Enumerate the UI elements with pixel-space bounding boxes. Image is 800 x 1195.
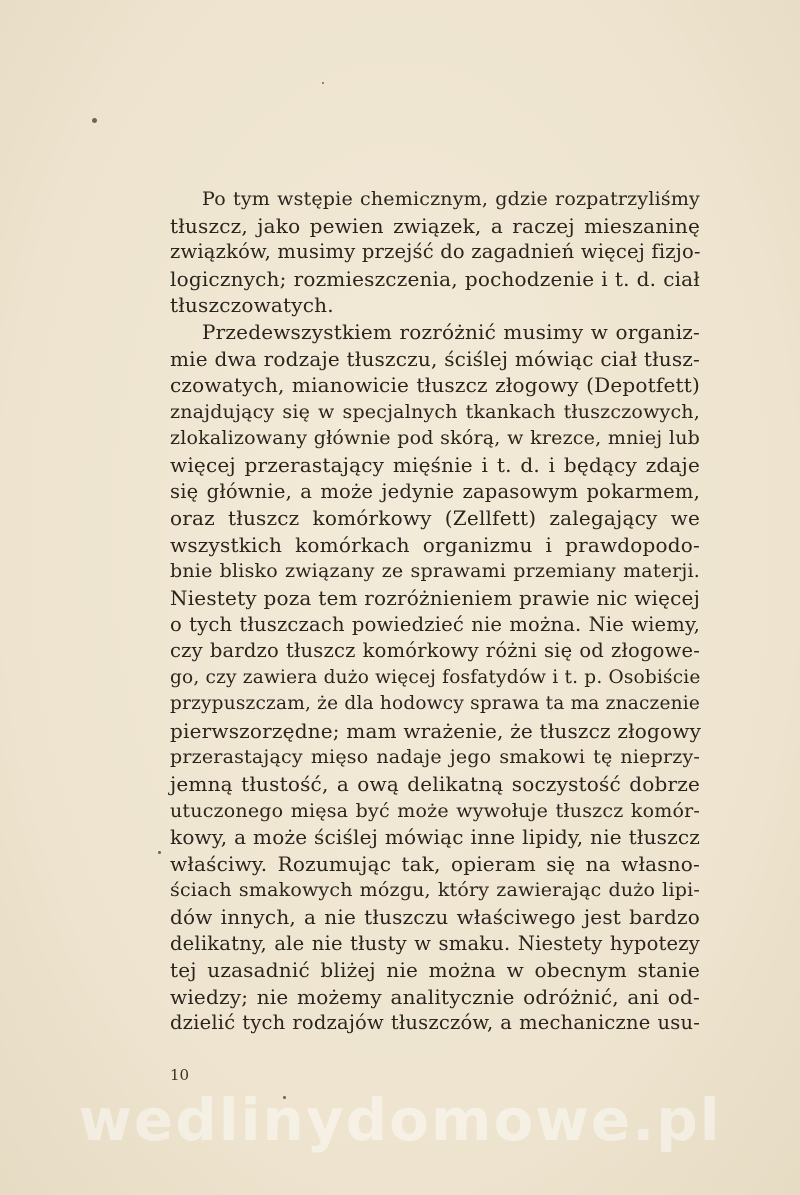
text-line: przerastający mięso nadaje jego smakowi tę nieprzy- — [170, 746, 700, 769]
text-line: związków, musimy przejść do zagadnień więcej fizjo- — [170, 240, 701, 264]
text-line: Niestety poza tem rozróżnieniem prawie nic więcej — [170, 585, 700, 610]
text-line: wszystkich komórkach organizmu i prawdopodo- — [170, 532, 700, 557]
text-line: bnie blisko związany ze sprawami przemiany materji. — [170, 560, 700, 583]
ink-speck — [322, 82, 324, 84]
text-line: kowy, a może ściślej mówiąc inne lipidy, nie tłuszcz — [170, 825, 700, 850]
text-line: pierwszorzędne; mam wrażenie, że tłuszcz złogowy — [170, 718, 702, 743]
watermark: wedlinydomowe.pl — [78, 1086, 722, 1154]
ink-speck — [92, 118, 97, 123]
text-line: jemną tłustość, a ową delikatną soczystość dobrze — [170, 772, 700, 797]
text-line: przypuszczam, że dla hodowcy sprawa ta ma znaczenie — [170, 693, 700, 715]
text-line: logicznych; rozmieszczenia, pochodzenie i t. d. ciał — [170, 266, 700, 291]
text-line: delikatny, ale nie tłusty w smaku. Niestety hypotezy — [170, 931, 700, 955]
text-line: Po tym wstępie chemicznym, gdzie rozpatrzyliśmy — [202, 188, 700, 210]
text-line: właściwy. Rozumując tak, opieram się na własno- — [170, 851, 700, 876]
text-line: o tych tłuszczach powiedzieć nie można. Nie wiemy, — [170, 612, 700, 636]
text-line: mie dwa rodzaje tłuszczu, ściślej mówiąc ciał tłusz- — [170, 346, 700, 371]
text-line: zlokalizowany głównie pod skórą, w krezce, mniej lub — [170, 427, 700, 450]
paragraph-1 — [170, 186, 700, 319]
page-number: 10 — [170, 1066, 190, 1084]
text-line: dzielić tych rodzajów tłuszczów, a mechaniczne usu- — [170, 1011, 700, 1035]
text-line: Przedewszystkiem rozróżnić musimy w organiz- — [202, 319, 700, 344]
body-text — [170, 186, 700, 1037]
text-line: dów innych, a nie tłuszczu właściwego jest bardzo — [170, 905, 700, 930]
text-line: tej uzasadnić bliżej nie można w obecnym stanie — [170, 958, 700, 983]
text-line: go, czy zawiera dużo więcej fosfatydów i t. p. Osobiście — [170, 666, 701, 688]
text-line: znajdujący się w specjalnych tkankach tłuszczowych, — [170, 400, 700, 423]
text-line: utuczonego mięsa być może wywołuje tłuszcz komór- — [170, 799, 700, 822]
text-line: wiedzy; nie możemy analitycznie odróżnić, ani od- — [170, 984, 700, 1009]
text-line: czowatych, mianowicie tłuszcz złogowy (Depotfett) — [170, 373, 700, 398]
text-line: ściach smakowych mózgu, który zawierając dużo lipi- — [170, 879, 700, 902]
text-line: tłuszcz, jako pewien związek, a raczej mieszaninę — [170, 213, 700, 238]
paragraph-2 — [170, 319, 700, 1037]
text-line: więcej przerastający mięśnie i t. d. i będący zdaje — [170, 452, 700, 477]
text-line: tłuszczowatych. — [170, 293, 334, 318]
text-line: oraz tłuszcz komórkowy (Zellfett) zalegający we — [170, 506, 700, 531]
text-line: się głównie, a może jedynie zapasowym pokarmem, — [170, 479, 700, 503]
text-line: czy bardzo tłuszcz komórkowy różni się od złogowe- — [170, 639, 700, 663]
ink-speck — [158, 851, 161, 854]
